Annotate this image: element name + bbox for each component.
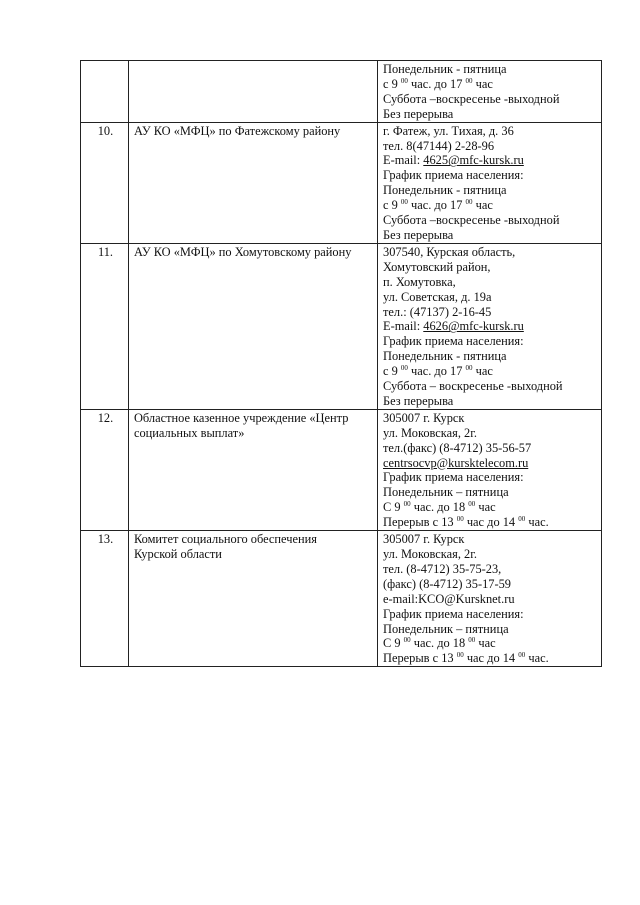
info-text: График приема населения: — [383, 470, 524, 485]
info-text: (факс) (8-4712) 35-17-59 — [383, 576, 511, 591]
info-text: час — [472, 364, 493, 379]
info-text: час — [475, 500, 496, 515]
contact-info-line — [383, 607, 598, 622]
info-text: ул. Моковская, 2г. — [383, 547, 478, 561]
info-text: час — [472, 198, 493, 213]
info-text: час. до 18 — [410, 636, 469, 651]
contact-info-line — [383, 77, 598, 92]
table-body — [81, 61, 602, 667]
info-text: час — [472, 76, 493, 91]
contact-info-line — [383, 562, 598, 577]
contact-info-line — [383, 411, 598, 426]
time-superscript: 00 — [403, 636, 411, 645]
info-text: График приема населения: — [383, 606, 524, 621]
contact-info-line — [383, 441, 598, 456]
contact-info-line — [383, 260, 598, 275]
info-text: час. до 17 — [407, 364, 466, 379]
contact-info-line — [383, 426, 598, 441]
row-number: 10. — [81, 122, 129, 243]
row-number: 11. — [81, 243, 129, 409]
organization-name — [128, 531, 377, 667]
info-text: График приема населения: — [383, 168, 524, 183]
organizations-table — [80, 60, 602, 667]
table-row — [81, 531, 602, 667]
time-superscript: 00 — [403, 500, 411, 509]
table-row — [81, 409, 602, 530]
info-text: ул. Советская, д. 19а — [383, 289, 492, 304]
contact-info-line — [383, 139, 598, 154]
organization-name-line: Областное казенное учреждение «Центр — [133, 410, 349, 425]
info-text: e-mail:KCO@Kursknet.ru — [383, 591, 515, 606]
email-link[interactable]: 4626@mfc-kursk.ru — [423, 319, 524, 334]
contact-info-line — [383, 305, 598, 320]
contact-info — [378, 243, 602, 409]
contact-info-line — [383, 394, 598, 409]
contact-info-line — [383, 577, 598, 592]
contact-info-line — [383, 168, 598, 183]
contact-info-line — [383, 153, 598, 168]
contact-info-line — [383, 379, 598, 394]
email-link[interactable]: centrsocvp@kursktelecom.ru — [383, 455, 529, 470]
organization-name — [128, 409, 377, 530]
contact-info-line — [383, 62, 598, 77]
time-superscript: 00 — [465, 76, 473, 85]
contact-info-line — [383, 651, 598, 666]
contact-info-line — [383, 334, 598, 349]
info-text: E-mail: — [383, 319, 424, 334]
time-superscript: 00 — [465, 364, 473, 373]
contact-info-line — [383, 349, 598, 364]
info-text: час. до 18 — [410, 500, 469, 515]
row-number — [81, 61, 129, 123]
time-superscript: 00 — [468, 636, 476, 645]
contact-info — [378, 531, 602, 667]
table-row — [81, 122, 602, 243]
info-text: 305007 г. Курск — [383, 532, 465, 547]
contact-info-line — [383, 592, 598, 607]
info-text: п. Хомутовка, — [383, 274, 456, 289]
info-text: тел. 8(47144) 2-28-96 — [383, 138, 495, 153]
time-superscript: 00 — [456, 515, 464, 524]
email-link[interactable]: 4625@mfc-kursk.ru — [423, 153, 524, 168]
info-text: тел.: (47137) 2-16-45 — [383, 304, 492, 319]
info-text: с 9 — [383, 198, 401, 213]
info-text: час. — [525, 651, 549, 666]
contact-info — [378, 122, 602, 243]
organization-name-line: социальных выплат» — [133, 425, 245, 440]
contact-info-line — [383, 290, 598, 305]
organization-name-line: Комитет социального обеспечения — [133, 532, 317, 547]
info-text: График приема населения: — [383, 334, 524, 349]
time-superscript: 00 — [468, 500, 476, 509]
info-text: Понедельник - пятница — [383, 62, 507, 76]
info-text: Понедельник – пятница — [383, 485, 509, 500]
contact-info-line — [383, 245, 598, 260]
contact-info-line — [383, 213, 598, 228]
contact-info-line — [383, 183, 598, 198]
contact-info-line — [383, 456, 598, 471]
organization-name — [128, 122, 377, 243]
time-superscript: 00 — [400, 76, 408, 85]
time-superscript: 00 — [518, 651, 526, 660]
info-text: Суббота –воскресенье -выходной — [383, 91, 560, 106]
info-text: Понедельник - пятница — [383, 349, 507, 364]
contact-info-line — [383, 515, 598, 530]
info-text: С 9 — [383, 500, 404, 515]
contact-info-line — [383, 485, 598, 500]
info-text: час. — [525, 515, 549, 530]
info-text: ул. Моковская, 2г. — [383, 425, 478, 440]
info-text: час до 14 — [463, 515, 519, 530]
info-text: 305007 г. Курск — [383, 410, 465, 425]
contact-info-line — [383, 124, 598, 139]
contact-info — [378, 409, 602, 530]
row-number: 13. — [81, 531, 129, 667]
contact-info-line — [383, 636, 598, 651]
info-text: E-mail: — [383, 153, 424, 168]
info-text: с 9 — [383, 364, 401, 379]
info-text: час — [475, 636, 496, 651]
organization-name — [128, 61, 377, 123]
time-superscript: 00 — [456, 651, 464, 660]
info-text: Без перерыва — [383, 227, 454, 242]
contact-info-line — [383, 547, 598, 562]
info-text: 307540, Курская область, — [383, 244, 516, 259]
info-text: час. до 17 — [407, 76, 466, 91]
time-superscript: 00 — [465, 198, 473, 207]
info-text: тел. (8-4712) 35-75-23, — [383, 561, 502, 576]
time-superscript: 00 — [400, 364, 408, 373]
table-row — [81, 61, 602, 123]
contact-info-line — [383, 92, 598, 107]
info-text: Перерыв с 13 — [383, 651, 457, 666]
info-text: Понедельник – пятница — [383, 621, 509, 636]
info-text: час. до 17 — [407, 198, 466, 213]
time-superscript: 00 — [400, 198, 408, 207]
contact-info-line — [383, 198, 598, 213]
info-text: час до 14 — [463, 651, 519, 666]
organization-name-line: АУ КО «МФЦ» по Фатежскому району — [133, 123, 341, 138]
info-text: с 9 — [383, 76, 401, 91]
contact-info-line — [383, 622, 598, 637]
contact-info-line — [383, 364, 598, 379]
info-text: Суббота –воскресенье -выходной — [383, 213, 560, 228]
info-text: С 9 — [383, 636, 404, 651]
contact-info-line — [383, 470, 598, 485]
organization-name-line: АУ КО «МФЦ» по Хомутовскому району — [133, 244, 352, 259]
table-row — [81, 243, 602, 409]
contact-info-line — [383, 228, 598, 243]
info-text: г. Фатеж, ул. Тихая, д. 36 — [383, 123, 514, 138]
contact-info-line — [383, 319, 598, 334]
contact-info — [378, 61, 602, 123]
info-text: Понедельник - пятница — [383, 183, 507, 198]
info-text: Без перерыва — [383, 106, 454, 121]
info-text: тел.(факс) (8-4712) 35-56-57 — [383, 440, 532, 455]
info-text: Суббота – воскресенье -выходной — [383, 379, 563, 394]
organization-name-line: Курской области — [133, 547, 222, 561]
info-text: Без перерыва — [383, 393, 454, 408]
info-text: Перерыв с 13 — [383, 515, 457, 530]
contact-info-line — [383, 275, 598, 290]
time-superscript: 00 — [518, 515, 526, 524]
info-text: Хомутовский район, — [383, 259, 491, 274]
organization-name — [128, 243, 377, 409]
row-number: 12. — [81, 409, 129, 530]
contact-info-line — [383, 500, 598, 515]
contact-info-line — [383, 532, 598, 547]
contact-info-line — [383, 107, 598, 122]
